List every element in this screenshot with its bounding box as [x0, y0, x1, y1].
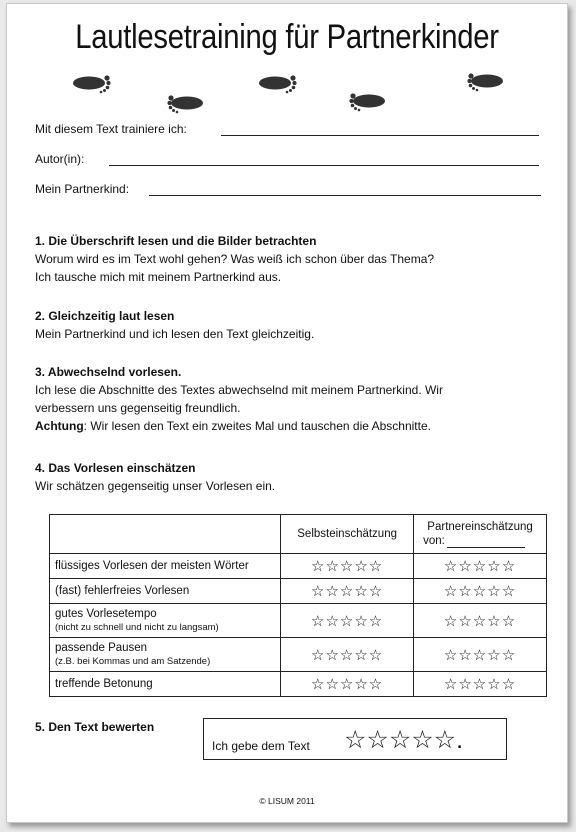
criterion-label: (fast) fehlerfreies Vorlesen	[50, 579, 281, 604]
section-2	[35, 307, 545, 343]
criterion-note: (nicht zu schnell und nicht zu langsam)	[55, 621, 219, 633]
criterion-label: treffende Betonung	[50, 672, 281, 697]
section-heading: 4. Das Vorlesen einschätzen	[35, 461, 196, 475]
field-text-label: Mit diesem Text trainiere ich:	[35, 122, 187, 136]
criterion-cell	[50, 604, 281, 638]
field-author-line[interactable]	[109, 165, 539, 166]
table-row	[50, 554, 547, 579]
table-row	[50, 579, 547, 604]
rating-period: .	[456, 726, 464, 754]
self-star-rating[interactable]: ☆☆☆☆☆	[281, 604, 414, 638]
criterion-cell	[50, 638, 281, 672]
text-rating-box	[203, 718, 507, 760]
self-star-rating[interactable]: ☆☆☆☆☆	[281, 672, 414, 697]
partner-name-blank[interactable]	[447, 547, 525, 548]
field-text-line[interactable]	[221, 135, 539, 136]
section-heading: 3. Abwechselnd vorlesen.	[35, 365, 182, 379]
criterion-label: gutes Vorlesetempo	[55, 607, 157, 620]
section-5-prefix: 5. Den	[35, 720, 75, 734]
partner-star-rating[interactable]: ☆☆☆☆☆	[414, 604, 547, 638]
section-1	[35, 232, 545, 286]
footprint-icon	[465, 68, 509, 94]
section-3	[35, 363, 545, 435]
section-heading: 2. Gleichzeitig laut lesen	[35, 309, 175, 323]
section-text: verbessern uns gegenseitig freundlich.	[35, 401, 241, 415]
self-star-rating[interactable]: ☆☆☆☆☆	[281, 638, 414, 672]
section-text: Wir schätzen gegenseitig unser Vorlesen ein.	[35, 479, 276, 493]
table-row	[50, 672, 547, 697]
field-author-label: Autor(in):	[35, 152, 85, 166]
note-text: : Wir lesen den Text ein zweites Mal und tauschen die Abschnitte.	[83, 419, 431, 433]
section-4	[35, 459, 545, 495]
footprint-icon	[347, 88, 391, 114]
criterion-label: flüssiges Vorlesen der meisten Wörter	[50, 554, 281, 579]
criterion-note: (z.B. bei Kommas und am Satzende)	[55, 655, 211, 667]
self-star-rating[interactable]: ☆☆☆☆☆	[281, 579, 414, 604]
partner-star-rating[interactable]: ☆☆☆☆☆	[414, 672, 547, 697]
field-partner-label: Mein Partnerkind:	[35, 182, 130, 196]
partner-von	[419, 534, 541, 548]
section-text: Ich tausche mich mit meinem Partnerkind aus.	[35, 270, 282, 284]
partner-star-rating[interactable]: ☆☆☆☆☆	[414, 579, 547, 604]
partner-von-label: von:	[423, 535, 445, 547]
section-5-bold: Text bewerten	[74, 720, 155, 734]
footprint-icon	[165, 90, 209, 116]
section-text: Ich lese die Abschnitte des Textes abwechselnd mit meinem Partnerkind. Wir	[35, 383, 443, 397]
text-star-rating[interactable]	[344, 725, 463, 755]
table-row	[50, 638, 547, 672]
copyright-footer: © LISUM 2011	[259, 796, 315, 806]
partner-star-rating[interactable]: ☆☆☆☆☆	[414, 554, 547, 579]
footprint-icon	[255, 68, 299, 94]
field-partner-line[interactable]	[149, 195, 541, 196]
section-note	[35, 417, 545, 435]
header-self-assessment: Selbsteinschätzung	[281, 515, 414, 554]
rating-table	[49, 514, 547, 697]
section-heading: 1. Die Überschrift lesen und die Bilder betrachten	[35, 234, 317, 248]
section-text: Mein Partnerkind und ich lesen den Text gleichzeitig.	[35, 327, 315, 341]
table-header-row	[50, 515, 547, 554]
footprint-icon	[69, 68, 113, 94]
section-5-heading	[35, 720, 154, 734]
partner-assessment-label: Partnereinschätzung	[427, 521, 533, 533]
text-rating-label: Ich gebe dem Text	[212, 739, 310, 753]
self-star-rating[interactable]: ☆☆☆☆☆	[281, 554, 414, 579]
criterion-label: passende Pausen	[55, 641, 148, 654]
worksheet-page	[6, 3, 568, 823]
table-row	[50, 604, 547, 638]
star-icon[interactable]: ☆☆☆☆☆	[344, 726, 457, 754]
header-empty-cell	[50, 515, 281, 554]
section-text: Worum wird es im Text wohl gehen? Was weiß ich schon über das Thema?	[35, 252, 435, 266]
page-title: Lautlesetraining für Partnerkinder	[75, 18, 499, 56]
header-partner-assessment	[414, 515, 547, 554]
partner-star-rating[interactable]: ☆☆☆☆☆	[414, 638, 547, 672]
note-bold: Achtung	[35, 419, 84, 433]
